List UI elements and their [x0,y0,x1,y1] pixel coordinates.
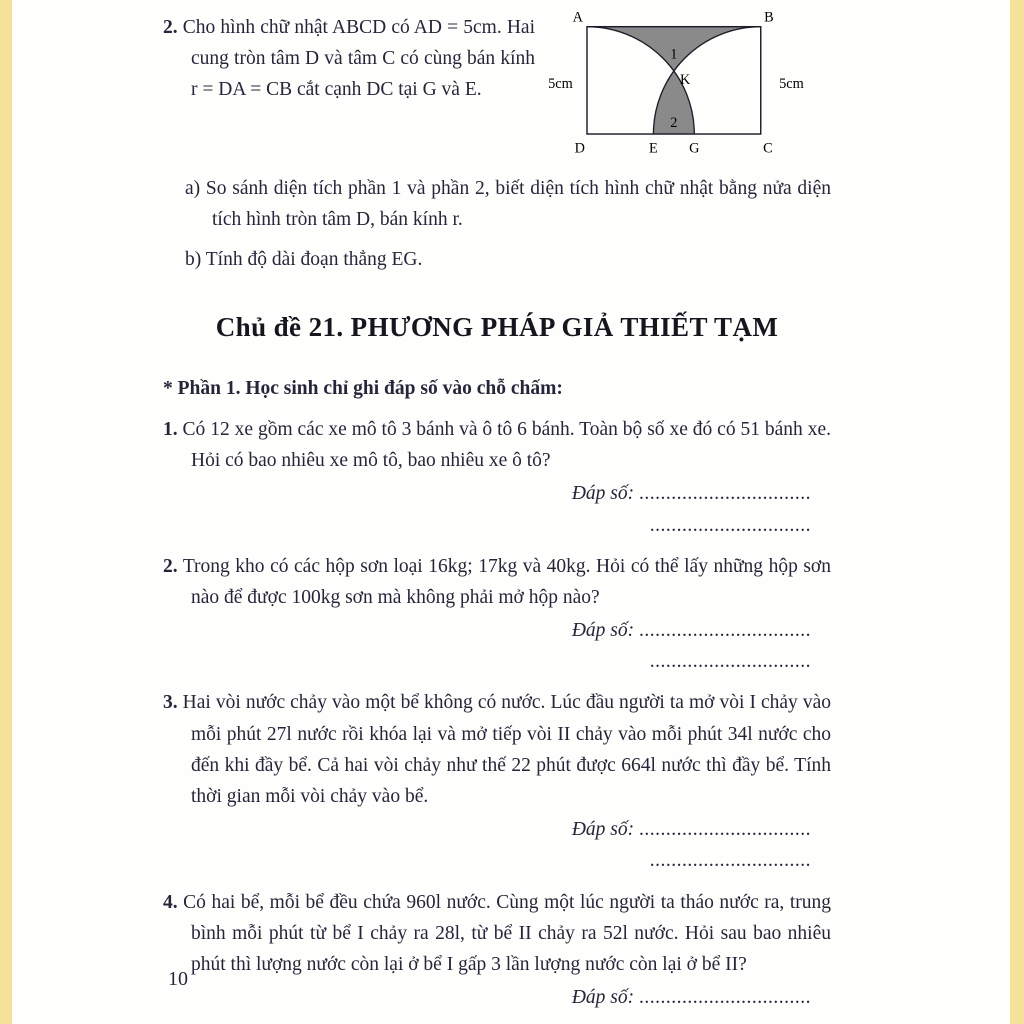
vertex-label-A: A [572,9,583,26]
problem-2-sub-a: a) So sánh diện tích phần 1 và phần 2, biết diện tích hình chữ nhật bằng nửa diện tích hình tròn tâm D, bán kính r. [185,178,831,231]
problem-2-sub-b: b) Tính độ dài đoạn thẳng EG. [185,249,423,271]
vertex-label-B: B [764,9,774,26]
region-1-label: 1 [670,46,678,63]
dotted-blank: .............................. [649,651,811,673]
answer-line-2 [163,510,831,541]
problem-4-text: 4. Có hai bể, mỗi bể đều chứa 960l nước. Cùng một lúc người ta tháo nước ra, trung bình mỗi phút từ bể I chảy ra 28l, từ bể II chảy ra 52l nước. Hỏi sau bao nhiêu phút thì lượng nước còn lại ở bể I gấp 3 lần lượng nước còn lại ở bể II? [163,891,831,975]
problem-1-number: 1. [163,418,178,440]
dotted-blank: ................................ [639,620,811,642]
right-side-measure: 5cm [779,76,804,93]
problem-2-number: 2. [163,555,178,577]
part-1-heading: * Phần 1. Học sinh chỉ ghi đáp số vào chỗ chấm: [163,377,563,399]
point-label-G: G [689,140,700,157]
book-edge-right [1010,0,1024,1024]
dotted-blank: ................................ [639,987,811,1009]
point-label-E: E [649,140,658,157]
dotted-blank: ................................ [639,819,811,841]
problem-3-number: 3. [163,692,178,714]
problem-item-4 [163,887,831,1014]
dotted-blank: .............................. [649,514,811,536]
problem-2-statement: Cho hình chữ nhật ABCD có AD = 5cm. Hai cung tròn tâm D và tâm C có cùng bán kính r = DA = CB cắt cạnh DC tại G và E. [182,17,536,101]
dotted-blank: .............................. [649,850,811,872]
answer-label: Đáp số: [571,483,635,505]
problem-2-text [163,12,535,106]
geometry-figure [541,8,819,176]
rectangle-arcs-diagram [541,8,819,166]
problem-item-2 [163,551,831,678]
vertex-label-D: D [574,140,586,157]
answer-line [163,982,831,1013]
problem-item-3 [163,687,831,876]
problem-2-number: 2. [163,17,178,38]
problem-item-1 [163,414,831,541]
left-side-measure: 5cm [548,76,573,93]
problem-1-text: 1. Có 12 xe gồm các xe mô tô 3 bánh và ô tô 6 bánh. Toàn bộ số xe đó có 51 bánh xe. Hỏi có bao nhiêu xe mô tô, bao nhiêu xe ô tô? [163,418,832,472]
answer-line-2 [163,646,831,677]
book-edge-left [0,0,12,1024]
chapter-title: Chủ đề 21. PHƯƠNG PHÁP GIẢ THIẾT TẠM [215,311,779,342]
point-label-K: K [680,71,691,88]
answer-label: Đáp số: [571,987,635,1009]
answer-label: Đáp số: [571,620,635,642]
region-2-label: 2 [670,114,678,131]
problem-2-block [163,9,831,164]
answer-line [163,478,831,509]
page-number: 10 [168,968,188,990]
vertex-label-C: C [763,140,773,157]
page-content [163,9,832,1013]
answer-line-2 [163,845,831,876]
problem-4-number: 4. [163,891,178,913]
answer-label: Đáp số: [571,819,635,841]
problem-2-text: 2. Trong kho có các hộp sơn loại 16kg; 17kg và 40kg. Hỏi có thể lấy những hộp sơn nào để được 100kg sơn mà không phải mở hộp nào? [163,555,831,608]
problem-3-text: 3. Hai vòi nước chảy vào một bể không có nước. Lúc đầu người ta mở vòi I chảy vào mỗi phút 27l nước rồi khóa lại và mở tiếp vòi II chảy vào mỗi phút 34l nước cho đến khi đầy bể. Cả hai vòi chảy như thế 22 phút được 664l nước thì đầy bể. Tính thời gian mỗi vòi chảy vào bể. [163,692,832,807]
dotted-blank: ................................ [639,483,811,505]
answer-line [163,814,831,845]
answer-line [163,615,831,646]
